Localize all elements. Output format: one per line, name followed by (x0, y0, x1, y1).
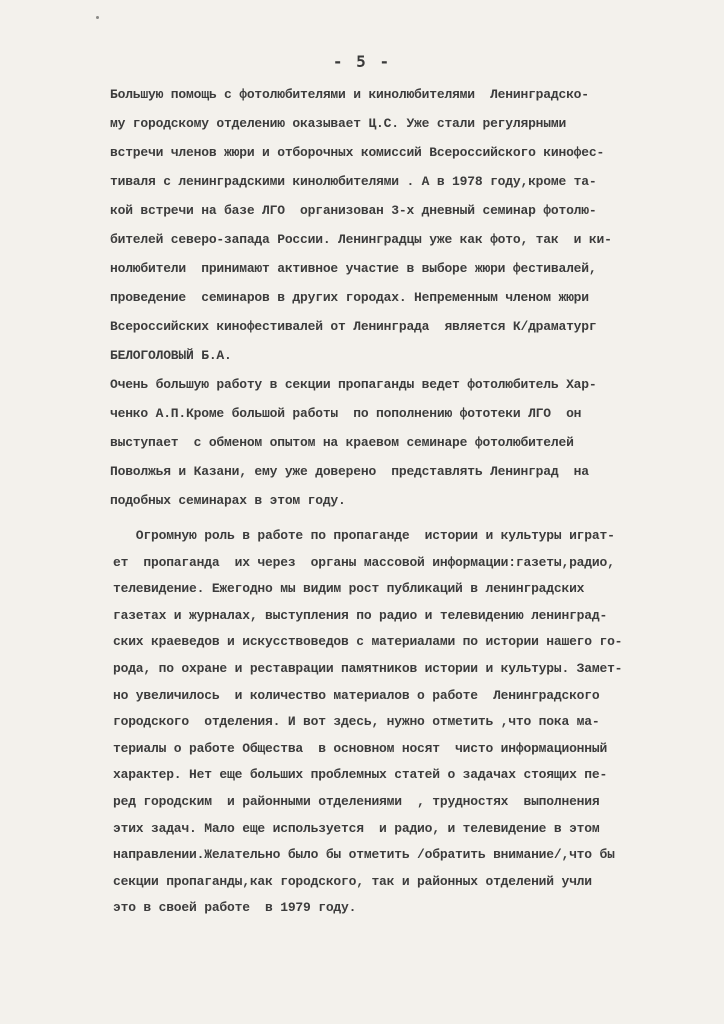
text-line: ченко А.П.Кроме большой работы по пополнению фототеки ЛГО он (110, 406, 582, 421)
text-line: нолюбители принимают активное участие в выборе жюри фестивалей, (110, 261, 597, 276)
text-line: Огромную роль в работе по пропаганде истории и культуры играт- (113, 528, 615, 543)
text-line: этих задач. Мало еще используется и радио, и телевидение в этом (113, 820, 600, 836)
paragraph-2 (113, 523, 703, 922)
text-line: выступает с обменом опытом на краевом семинаре фотолюбителей (110, 435, 574, 450)
text-line: бителей северо-запада России. Ленинградцы уже как фото, так и ки- (110, 232, 612, 247)
text-line: БЕЛОГОЛОВЫЙ Б.А. (110, 348, 232, 363)
text-line: это в своей работе в 1979 году. (113, 900, 357, 916)
text-line: Поволжья и Казани, ему уже доверено представлять Ленинград на (110, 464, 589, 479)
text-line: газетах и журналах, выступления по радио и телевидению ленинград- (113, 607, 608, 623)
text-line: встречи членов жюри и отборочных комиссий Всероссийского кинофес- (110, 145, 605, 160)
text-line: териалы о работе Общества в основном носят чисто информационный (113, 740, 608, 756)
text-line: Большую помощь с фотолюбителями и кинолюбителями Ленинградско- (110, 87, 589, 102)
text-line: му городскому отделению оказывает Ц.С. Уже стали регулярными (110, 116, 567, 131)
text-line: но увеличилось и количество материалов о работе Ленинградского (113, 687, 600, 703)
page-number: - 5 - (332, 52, 392, 71)
text-line: городского отделения. И вот здесь, нужно отметить ,что пока ма- (113, 714, 600, 730)
text-line: секции пропаганды,как городского, так и районных отделений учли (113, 873, 592, 889)
text-line: тиваля с ленинградскими кинолюбителями . А в 1978 году,кроме та- (110, 174, 597, 189)
text-line: Всероссийских кинофестивалей от Ленинграда является К/драматург (110, 319, 597, 334)
text-line: подобных семинарах в этом году. (110, 493, 346, 508)
text-line: рода, по охране и реставрации памятников истории и культуры. Замет- (113, 660, 623, 676)
text-line: ских краеведов и искусствоведов с материалами по истории нашего го- (113, 634, 623, 650)
text-line: кой встречи на базе ЛГО организован 3-х дневный семинар фотолю- (110, 203, 597, 218)
text-line: проведение семинаров в других городах. Непременным членом жюри (110, 290, 589, 305)
text-line: телевидение. Ежегодно мы видим рост публикаций в ленинградских (113, 581, 585, 597)
paragraph-1 (110, 80, 700, 515)
text-line: ред городским и районными отделениями , трудностях выполнения (113, 793, 600, 809)
text-line: ет пропаганда их через органы массовой информации:газеты,радио, (113, 554, 615, 570)
text-line: характер. Нет еще больших проблемных статей о задачах стоящих пе- (113, 767, 608, 783)
text-line: направлении.Желательно было бы отметить /обратить внимание/,что бы (113, 847, 615, 863)
scan-speck (96, 16, 99, 19)
text-line: Очень большую работу в секции пропаганды ведет фотолюбитель Хар- (110, 377, 597, 392)
